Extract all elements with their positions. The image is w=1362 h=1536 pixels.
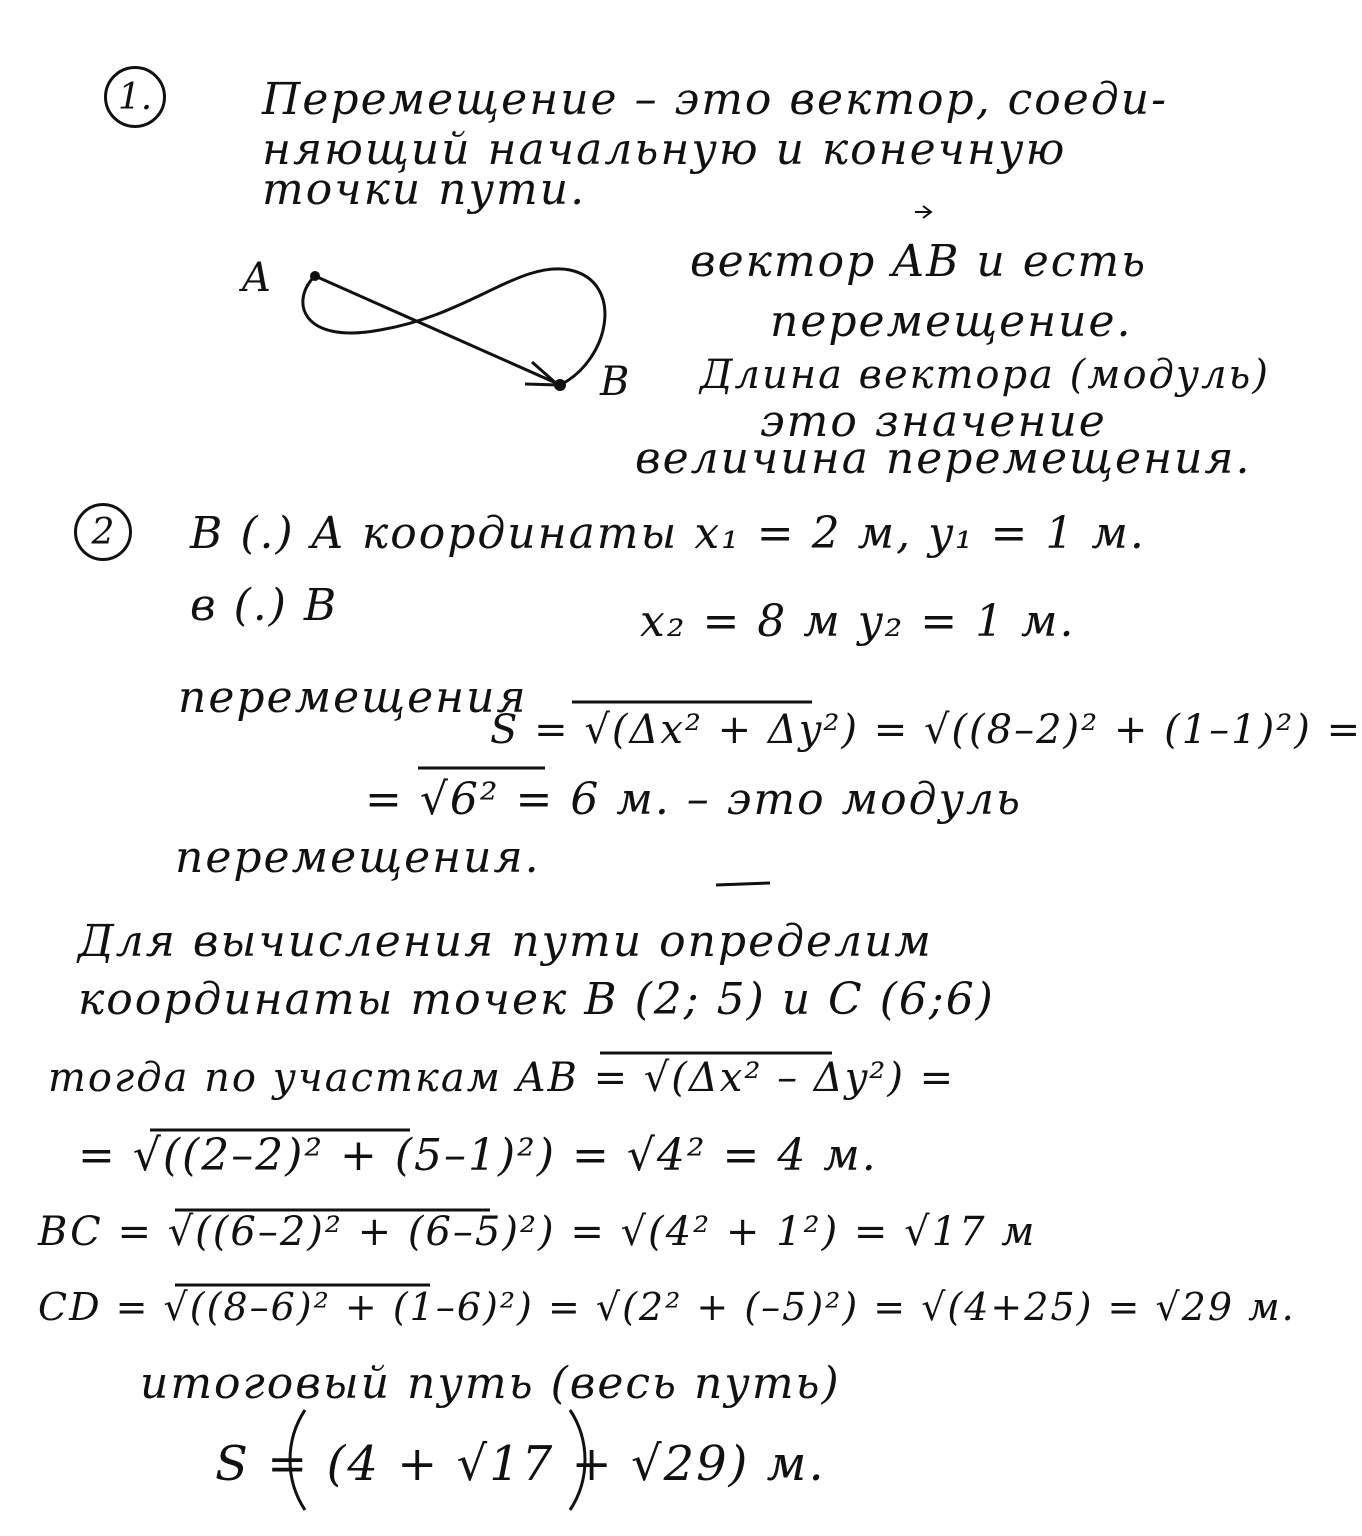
vector-ab-arrow [915,206,931,218]
section-2-number-text: 2 [91,511,115,553]
total-path-formula: S = (4 + √17 + √29) м. [215,1436,826,1492]
displacement-formula-2: = √6² = 6 м. – это модуль [365,774,1022,825]
definition-line-3: точки пути. [262,164,587,215]
segment-ab-line-1: тогда по участкам AB = √(Δx² – Δy²) = [48,1055,956,1101]
note-line-1: вектор AB и есть [690,236,1148,287]
section-1-number-text: 1. [117,76,153,118]
coords-b-values: x₂ = 8 м y₂ = 1 м. [640,596,1076,647]
definition-line-2: няющий начальную и конечную [262,124,1067,175]
displacement-vector [315,276,556,383]
path-intro-line-2: координаты точек B (2; 5) и C (6;6) [78,974,995,1025]
note-line-2: перемещение. [770,296,1133,347]
note-line-4: это значение [760,396,1107,447]
section-2-number [74,503,132,561]
point-a-label: A [242,255,273,301]
total-path-label: итоговый путь (весь путь) [140,1358,841,1409]
path-intro-line-1: Для вычисления пути определим [78,916,933,967]
displacement-formula-1: S = √(Δx² + Δy²) = √((8–2)² + (1–1)²) = [490,707,1362,753]
trajectory-path [303,269,605,385]
note-line-3: Длина вектора (модуль) [700,352,1270,398]
displacement-formula-3: перемещения. [175,832,541,883]
note-line-5: величина перемещения. [635,433,1252,484]
coords-a-line: В (.) А координаты x₁ = 2 м, y₁ = 1 м. [190,508,1146,559]
displacement-arrowhead [525,362,558,385]
coords-b-label: в (.) В [190,580,339,631]
segment-cd: CD = √((8–6)² + (1–6)²) = √(2² + (–5)²) = √(4+25) = √29 м. [38,1285,1296,1329]
definition-line-1: Перемещение – это вектор, соеди- [262,74,1168,125]
point-b-label: B [600,359,632,405]
segment-bc: BC = √((6–2)² + (6–5)²) = √(4² + 1²) = √17 м [38,1209,1037,1255]
displacement-label: перемещения [178,672,528,723]
stray-mark [716,883,770,885]
segment-ab-line-2: = √((2–2)² + (5–1)²) = √4² = 4 м. [78,1130,878,1181]
